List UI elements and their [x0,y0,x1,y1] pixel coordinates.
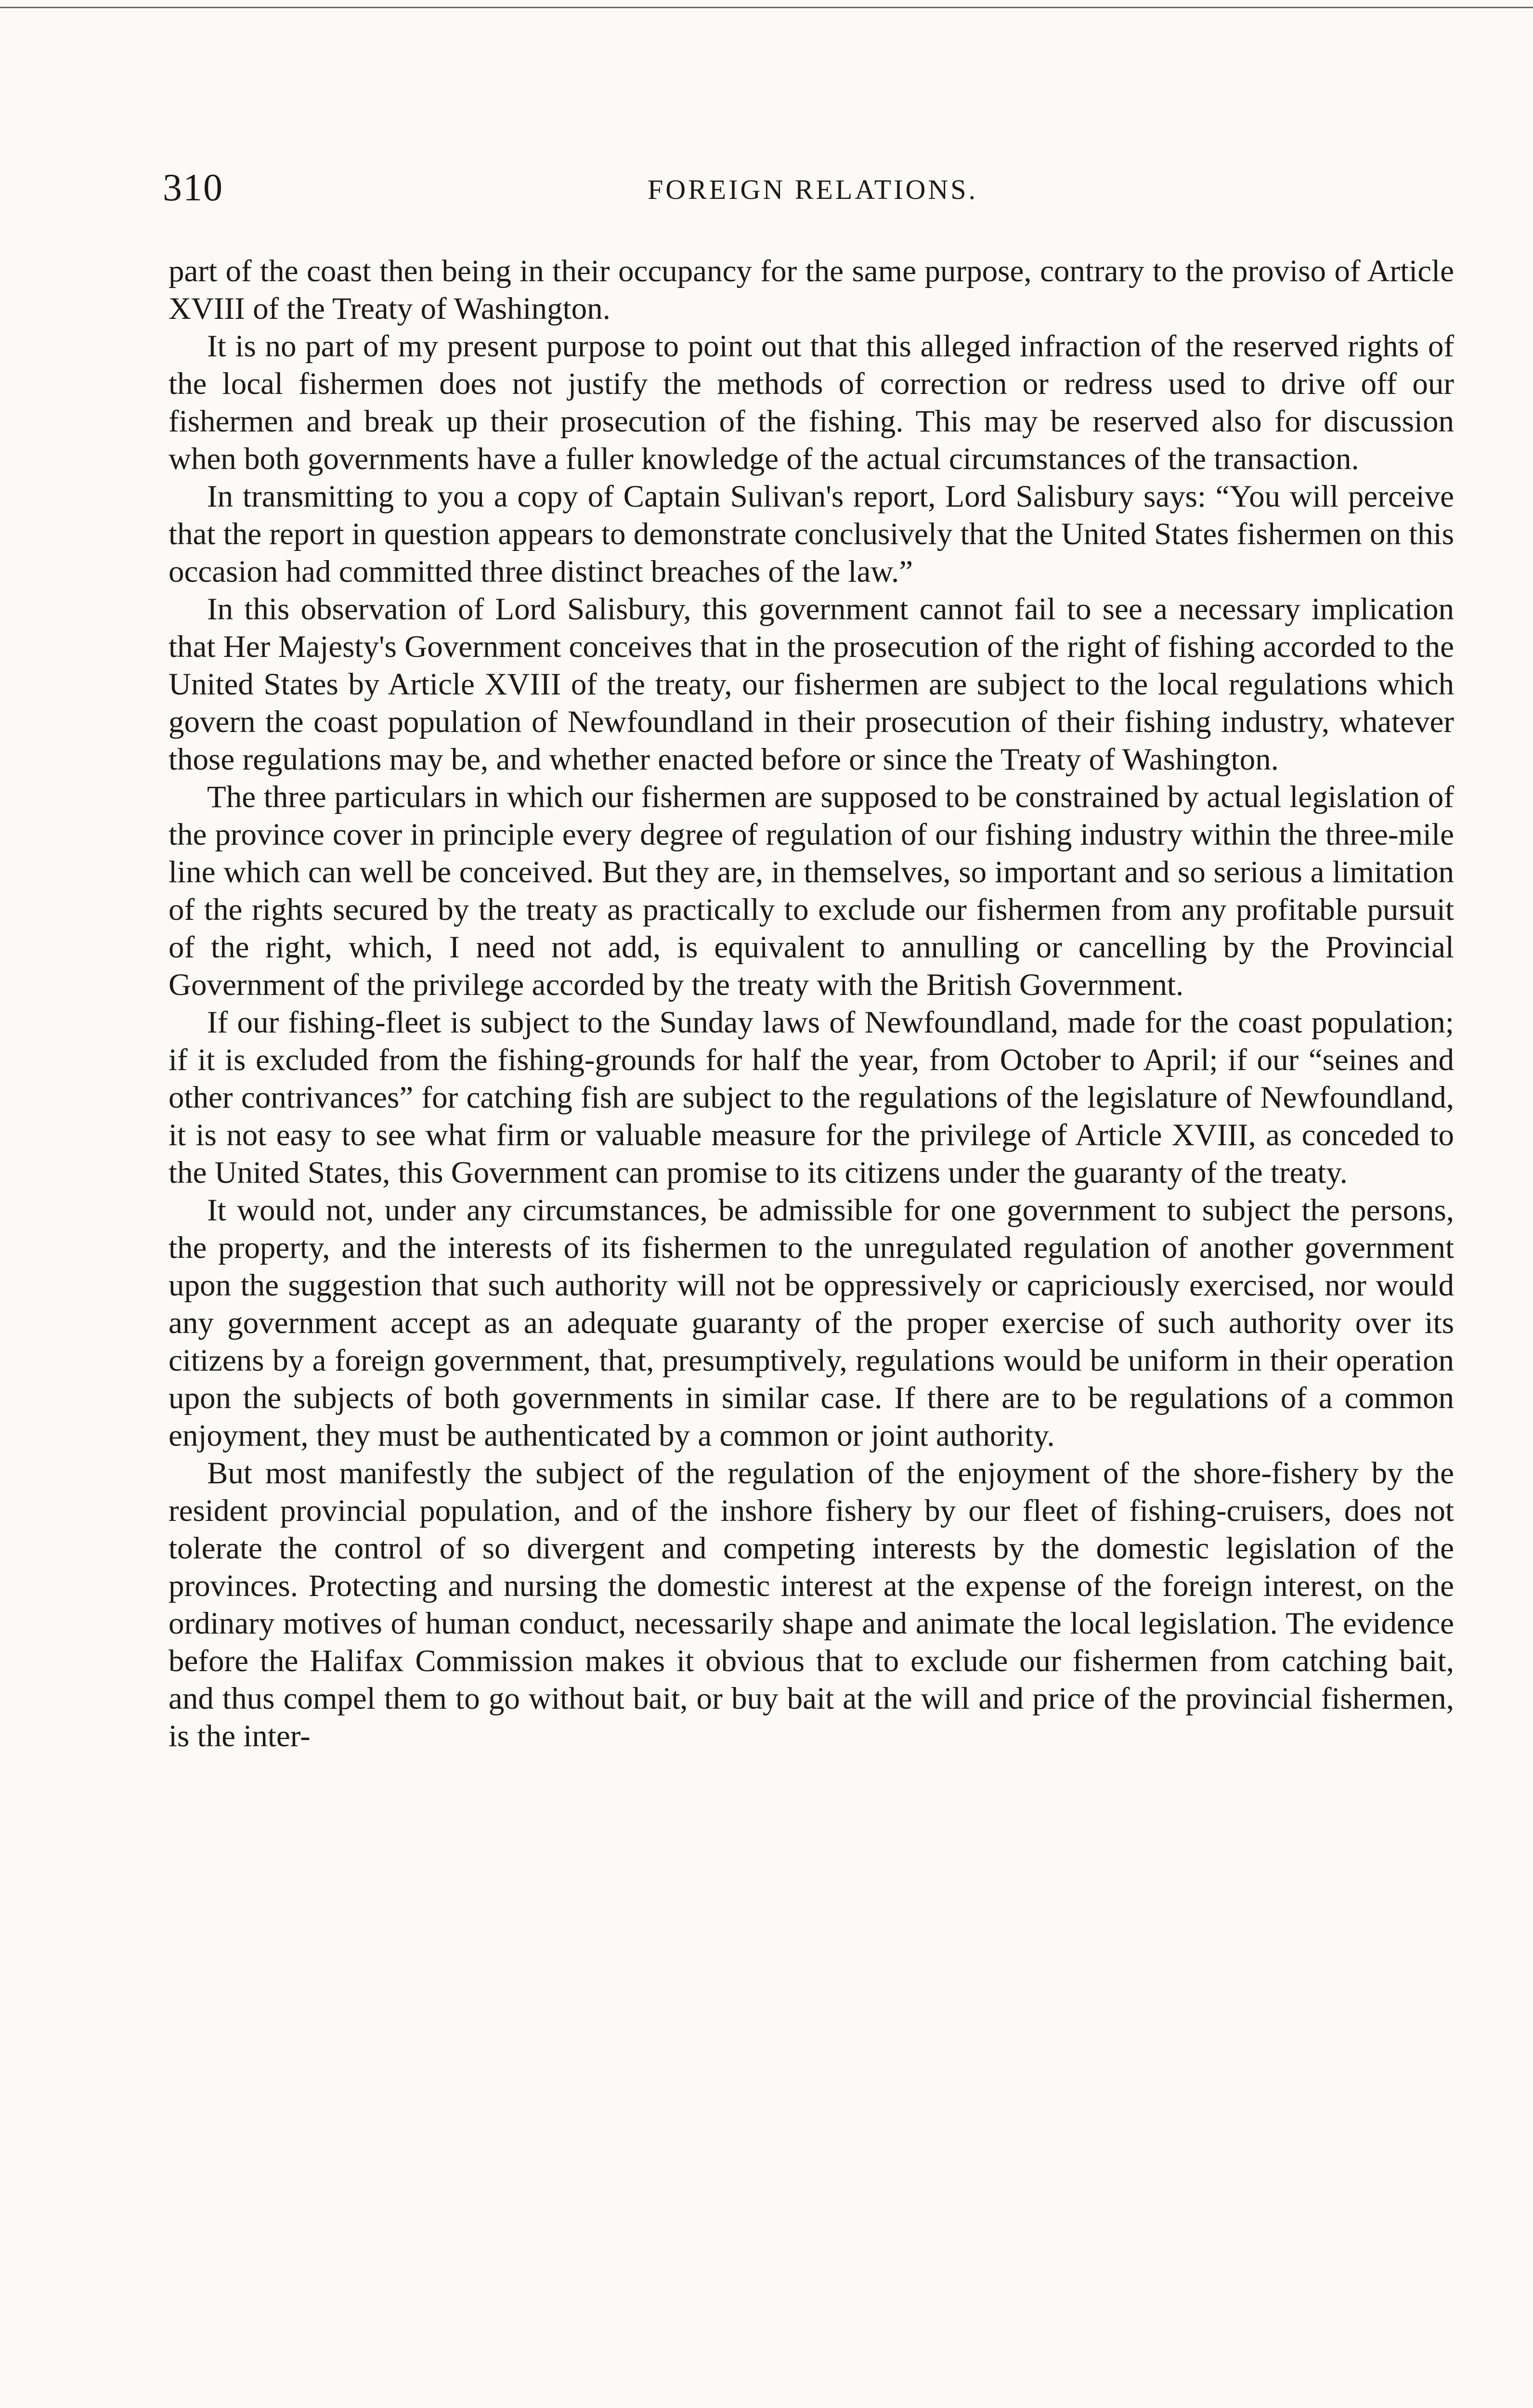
paragraph: part of the coast then being in their occupancy for the same purpose, contrary to the proviso of Article XVIII of the Treaty of Washington. [169,254,1454,326]
paragraph: It would not, under any circumstances, be admissible for one government to subject the persons, the property, and the interests of its fishermen to the unregulated regulation of another government upon the suggestion that such authority will not be oppressively or capriciously exercised, nor would any government accept as an adequate guaranty of the proper exercise of such authority over its citizens by a foreign government, that, presumptively, regulations would be uniform in their operation upon the subjects of both governments in similar case. If there are to be regulations of a common enjoyment, they must be authenticated by a common or joint authority. [169,1193,1454,1453]
page-number: 310 [163,167,223,209]
running-title: FOREIGN RELATIONS. [647,174,978,205]
paragraph: If our fishing-fleet is subject to the Sunday laws of Newfoundland, made for the coast population; if it is excluded from the fishing-grounds for half the year, from October to April; if our “seines and other contrivances” for catching fish are subject to the regulations of the legislature of Newfoundland, it is not easy to see what firm or valuable measure for the privilege of Article XVIII, as conceded to the United States, this Government can promise to its citizens under the guaranty of the treaty. [169,1005,1454,1190]
paragraph: It is no part of my present purpose to point out that this alleged infraction of the reserved rights of the local fishermen does not justify the methods of correction or redress used to drive off our fishermen and break up their prosecution of the fishing. This may be reserved also for discussion when both governments have a fuller knowledge of the actual circumstances of the transaction. [169,329,1454,476]
top-border-rule [0,7,1533,8]
body-text [169,252,1454,1755]
paragraph: The three particulars in which our fishermen are supposed to be constrained by actual legislation of the province cover in principle every degree of regulation of our fishing industry within the three-mile line which can well be conceived. But they are, in themselves, so important and so serious a limitation of the rights secured by the treaty as practically to exclude our fishermen from any profitable pursuit of the right, which, I need not add, is equivalent to annulling or cancelling by the Provincial Government of the privilege accorded by the treaty with the British Government. [169,780,1454,1002]
paragraph: In this observation of Lord Salisbury, this government cannot fail to see a necessary implication that Her Majesty's Government conceives that in the prosecution of the right of fishing accorded to the United States by Article XVIII of the treaty, our fishermen are subject to the local regulations which govern the coast population of Newfoundland in their prosecution of their fishing industry, whatever those regulations may be, and whether enacted before or since the Treaty of Washington. [169,592,1454,777]
paragraph: In transmitting to you a copy of Captain Sulivan's report, Lord Salisbury says: “You will perceive that the report in question appears to demonstrate conclusively that the United States fishermen on this occasion had committed three distinct breaches of the law.” [169,479,1454,589]
page-header [163,164,1463,217]
paragraph: But most manifestly the subject of the regulation of the enjoyment of the shore-fishery by the resident provincial population, and of the inshore fishery by our fleet of fishing-cruisers, does not tolerate the control of so divergent and competing interests by the domestic legislation of the provinces. Protecting and nursing the domestic interest at the expense of the foreign interest, on the ordinary motives of human conduct, necessarily shape and animate the local legislation. The evidence before the Halifax Commission makes it obvious that to exclude our fishermen from catching bait, and thus compel them to go without bait, or buy bait at the will and price of the provincial fishermen, is the inter- [169,1456,1454,1754]
